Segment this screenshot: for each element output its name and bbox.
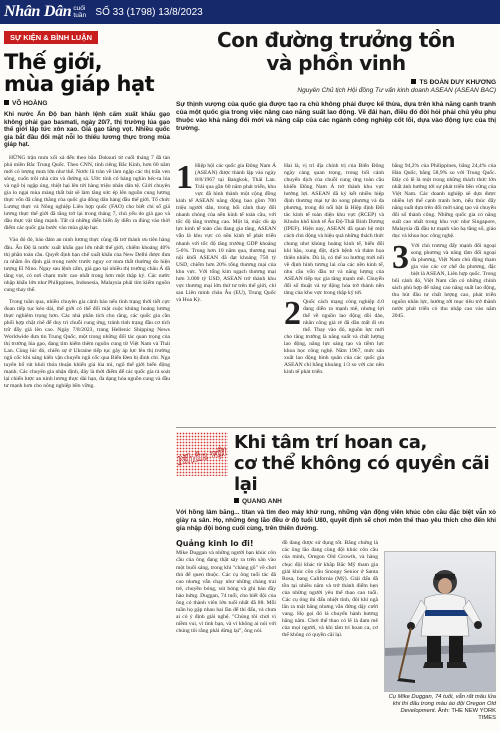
- right-top-article: [176, 27, 497, 376]
- rtop-col1-text: Hiệp hội các quốc gia Đông Nam Á (ASEAN) được thành lập vào ngày 8/8/1967 tại Bangkok, Thái Lan. Trải qua gần 60 năm phát triển, khu vực đã hình thành một cộng đồng kinh tế ASEAN năng động bao gồm 700 triệu người dân, trong bối cảnh thay đổi nhanh chóng của nền kinh tế toàn cầu, với tốc độ tăng trưởng cao. Một lá, mặc dù áp lực kinh tế toàn cầu đang gia tăng, ASEAN vẫn là khu vực có nền kinh tế phát triển nhanh với tốc độ tăng trưởng GDP khoảng 5-6%. Trong hơn 10 năm qua, thương mại nội khối ASEAN đã đạt khoảng 750 tỷ USD, chiếm hơn 20% tổng thương mại của khu vực. Với tổng kim ngạch thương mại hơn 3.000 tỷ USD, ASEAN trở thành khu vực thương mại lớn thứ tư trên thế giới, chỉ sau Liên minh châu Âu (EU), Trung Quốc và Hoa Kỳ.: [176, 163, 276, 303]
- rtop-col-2: [284, 163, 384, 376]
- number-marker-2: 2: [284, 294, 301, 332]
- rtop-col2b-text: Quốc cách mạng công nghiệp 4.0 đang diễn ra mạnh mẽ, nhưng lợi thế về nguồn lao động dồi dào, nhân công giá rẻ đã dần mất đi ưu thế. Thay vào đó, nguồn lực mới cho tăng trưởng là năng suất và chất lượng lao động, năng lực sáng tạo và tiềm lực khoa học công nghệ. Năm 1967, mức sản xuất lao động bình quân của các quốc gia ASEAN chỉ bằng khoảng 1/3 so với các nền kinh tế phát triển.: [284, 298, 384, 376]
- right-top-byline: [176, 79, 496, 95]
- nhan-vat-text: Nhân vật: [176, 443, 228, 468]
- right-bottom-title: [234, 432, 496, 495]
- number-marker-1: 1: [176, 159, 193, 196]
- left-body-p1: HỮNG trận mưa xối xả đến theo bão Doksuri từ cuối tháng 7 đã tàn phá miền Bắc Trung Quốc. Theo CNN, tính riêng Bắc Kinh, hơn 60 năm mới có lượng mưa lớn như thế. Nước lũ tràn về làm ngập các thị trấn ven sông, cuốn trôi nhà cửa và đường sá. Ước tính có hàng nghìn héc-ta lúa và ngô bị ngập úng, thiệt hại lên tới hàng triệu nhân dân tệ. Giới chuyên gia lo ngại mùa màng thất bát sẽ làm tăng sức ép lên nguồn cung lương thực vốn đã căng thẳng của quốc gia đông dân hàng đầu thế giới. Tổ chức Lương thực và Nông nghiệp Liên hợp quốc (FAO) cho biết chỉ số giá lương thực thế giới đã tăng trở lại trong tháng 7, chủ yếu do giá gạo và dầu thực vật tăng mạnh. Tất cả những diễn biến ấy diễn ra đúng vào thời điểm các quốc gia bước vào mùa giáp hạt.: [4, 154, 170, 232]
- rtop-col3-text: bằng 94,2% của Philippines, bằng 24,4% của Hàn Quốc, bằng 58,9% so với Trung Quốc. Đây có lẽ là một trong những thách thức lớn nhất ảnh hưởng tới sự phát triển bền vững của Việt Nam. Các doanh nghiệp sẽ dựa được nhiều lợi thế cạnh tranh hơn, nếu thúc đẩy năng suất dựa trên đổi mới sáng tạo và chuyển đổi số thành công. Những quốc gia có năng suất cao nhất trong khu vực như Singapore, Malaysia đã đầu tư mạnh vào hạ tầng số, giáo dục và khoa học công nghệ.: [392, 163, 497, 240]
- right-bottom-byline: [234, 498, 496, 505]
- hockey-player-illustration: [385, 552, 496, 692]
- right-bottom-lead: Với hồng lâm băng... titan và tim đeo máy khử rung, những vận động viên khúc côn cầu đặc biệt vẫn xỏ giày ra sân. Họ, những ông lão đều ở độ tuổi U80, quyết định sẽ chơi môn thể thao yêu thích cho đến khi gia nhập đội bóng cuối cùng, trên thiên đường.: [176, 509, 496, 532]
- rtop-title-line1: Con đường trưởng tồn: [217, 28, 455, 52]
- photo-caption: [384, 694, 496, 722]
- rtop-byline-role: Nguyên Chủ tịch Hội đồng Tư vấn kinh doanh ASEAN (ASEAN BAC): [297, 87, 496, 94]
- left-body: [4, 155, 170, 391]
- issue-info: SỐ 33 (1798) 13/8/2023: [95, 6, 203, 18]
- rtop-col3b-text: Với chủ trương đẩy mạnh đổi ngoại song phương và nâng tầm đối ngoại đa phương, Việt Nam chủ động tham gia vào các cơ chế đa phương, đặc biệt là ASEAN, Liên hợp quốc. Trong bối cảnh đó, Việt Nam cần có những chính sách phù hợp để nâng cao năng suất lao động, thu hút đầu tư chất lượng cao, phát triển nguồn nhân lực, hướng tới mục tiêu trở thành nước phát triển có thu nhập cao vào năm 2045.: [392, 242, 496, 319]
- right-top-lead: Sự thịnh vượng của quốc gia được tạo ra chủ không phải được kế thừa, dựa trên khả năng cạnh tranh của một quốc gia trong việc nâng cao năng suất lao động. Về đâi hạn, điều đó đòi hỏi phải chủ yêu phụ thuộc vào khả năng đổi mới và năng cấp của các ngành công nghiệp cốt lõi, dựa vào động lực của thị trường.: [176, 101, 496, 132]
- rtop-title-line2: và phồn vinh: [266, 51, 406, 75]
- left-lead: Khi nước Ấn Độ ban hành lệnh cấm xuất khẩu gạo không phải gạo basmati, ngày 20/7, thị trường lúa gạo thế giới lập tức xôn xao. Giá gạo tăng vọt. Nhiều quốc gia bắt đầu đối mặt nỗi lo thiếu lương thực trong mùa giáp hạt.: [4, 111, 170, 149]
- rbot-col-1: [176, 540, 276, 635]
- number-marker-3: 3: [392, 238, 409, 276]
- rtop-col-3: [392, 163, 496, 320]
- hockey-player-photo: [384, 551, 496, 692]
- left-article: [4, 27, 170, 391]
- left-article-title: [4, 51, 170, 95]
- newspaper-logo: Nhân Dân: [4, 3, 72, 20]
- left-body-p3: Trong tuần qua, nhiều chuyên gia cảnh báo nếu tình trạng thời tiết cực đoan tiếp tục kéo dài, thế giới có thể đối mặt cuộc khủng hoảng lương thực nghiêm trọng hơn. Các nhà phân tích cho rằng, các quốc gia cần phối hợp chặt chẽ để duy trì chuỗi cung ứng, tránh tình trạng đầu cơ tích trữ đẩy giá lên cao. Ngày 7/8/2023, trang Hellenic Shipping News Worldwide đưa tin Trung Quốc, một trong những đối tác quan trọng của thị trường lúa gạo, đang tìm kiếm thêm nguồn cung từ Việt Nam và Thái Lan. Cùng lúc đó, chiến sự ở Ukraine tiếp tục gây áp lực lên thị trường ngũ cốc khi sáng kiến vận chuyển ngũ cốc qua Biển Đen bị đình chỉ. Nga tuyên bố rút khỏi thỏa thuận khiến giá lúa mì, ngô thế giới biến động mạnh. Các chuyên gia nhận định, đây là thời điểm để các quốc gia rà soát lại chiến lược an ninh lương thực dài hạn, đa dạng hóa nguồn cung và đầu tư mạnh hơn cho nông nghiệp bền vững.: [4, 298, 170, 390]
- rbot-col1-text: Mike Duggan và những người bạn khúc côn cầu của ông đang thật sảy ra trên sân vào một buổi sáng, trong khi "chàng gõ" về chơi thủ để quen thuộc. Các cụ ông tuổi tác đã cao nhưng vẫn chạy như những chàng trai trẻ, chuyền bóng, sút bóng và ghi bàn đầy hào hứng. Duggan, 74 tuổi, cho biết đội của ông có thành viên lớn tuổi nhất đã 88. Mỗi tuần họ gặp nhau hai lần để thi đấu, và chưa ai có ý định giải nghệ. "Chúng tôi chơi vì niềm vui, vì tình bạn, và vì không ai nói với chúng tôi rằng phải dừng lại", ông nói.: [176, 550, 276, 634]
- rbot-title-line2: cơ thể không có quyền cãi lại: [234, 453, 490, 495]
- section-tag: SỰ KIỆN & BÌNH LUẬN: [4, 31, 98, 44]
- rbot-col-2: [282, 540, 378, 639]
- photo-credit: Ảnh: THE NEW YORK TIMES: [437, 708, 496, 721]
- masthead-subtitle: cuối tuần: [73, 5, 87, 19]
- rbot-title-line1: Khi tâm trí hoan ca,: [234, 432, 427, 453]
- rtop-byline-name: TS ĐOÀN DUY KHƯƠNG: [419, 79, 496, 86]
- left-title-line2: mùa giáp hạt: [4, 72, 155, 96]
- rbot-byline-name: QUANG ANH: [242, 498, 282, 505]
- section-divider: [176, 427, 496, 428]
- masthead: [0, 0, 500, 24]
- photo-caption-text: Cụ Mike Duggan, 74 tuổi, vẫn rất mâu lửa khi thi đấu trong màu áo đội Oregon Old Development.: [388, 694, 496, 714]
- left-byline: [4, 100, 170, 107]
- rbot-subhead: Quảng kinh lo đi!: [176, 539, 254, 549]
- left-title-line1: Thế giới,: [4, 50, 103, 74]
- rtop-col-1: [176, 159, 276, 304]
- left-body-p2: Vào đó đó, báo đảm an ninh lương thực cũng đã trở thành ưu tiên hàng đầu. Ấn Độ là nước xuất khẩu gạo lớn nhất thế giới, chiếm khoảng 40% thị phần toàn cầu. Quyết định hạn chế xuất khẩu của New Delhi được đưa ra nhằm ổn định giá trong nước trước nguy cơ mưa thất thường do hiện tượng El Nino. Ngay sau lệnh cấm, giá gạo tại nhiều thị trường châu Á đã tăng vọt, có nơi chạm mức cao nhất trong hơn một thập kỷ. Các nước nhập khẩu lớn như Philippines, Indonesia, Malaysia phải tìm kiếm nguồn cung thay thế.: [4, 237, 170, 293]
- nhan-vat-badge-icon: [176, 432, 228, 476]
- rtop-col2-text: Hai là, vị trí địa chính trị của Biển Đông ngày càng quan trọng, trong bối cảnh chuyển dịch của chuỗi cung ứng toàn cầu khiến Đông Nam Á trở thành khu vực hưởng lợi. ASEAN đã ký kết nhiều hiệp định thương mại tự do song phương và đa phương, trong đó nổi bật là Hiệp định Đối tác kinh tế toàn diện khu vực (RCEP) và Khuôn khổ kinh tế Ấn Độ-Thái Bình Dương (IPEF). Hiện nay, ASEAN đã quan hệ một cách chủ động và hiệu quả những thách thức chung như khủng hoảng kinh tế, biến đổi khí hậu, xung đột, dịch bệnh và thảm họa thiên nhiên. Dù là, có thể xu hướng mới nổi về định hình tương lai của các nền kinh tế, nhu cầu vốn đầu tư và năng lượng của ASEAN tiếp tục gia tăng mạnh mẽ. Chuyển đổi số thuật và tự động hóa trở thành nền tảng của khu vực trong thập kỷ tới.: [284, 163, 384, 296]
- right-top-title: [176, 29, 496, 75]
- left-byline-name: VÕ HOÀNG: [12, 100, 48, 107]
- rbot-col2-text: đồ đang được sử dụng tốt. Bằng chứng là các ông lão đang cùng đội khúc côn cầu của mình, Oregon Old Growth, và hàng chục đội khác từ khắp Bắc Mỹ tham gia giải khúc côn cầu Snoopy Senior ở Santa Rosa, bang California (Mỹ). Giải đấu đã tồn tại nhiều năm và trở thành điểm hẹn của những người yêu thể thao cao tuổi. Các cụ ông thi đấu nhiệt tình, đôi khi ngã lăn ra mặt băng nhưng vẫn đứng dậy cười vang. Họ gọi đó là chuyến hành hương hằng năm. Chơi thể thao có lẽ là đam mê của mọi người, và khi tâm trí hoan ca, cơ thể không có quyền cãi lại.: [282, 540, 378, 638]
